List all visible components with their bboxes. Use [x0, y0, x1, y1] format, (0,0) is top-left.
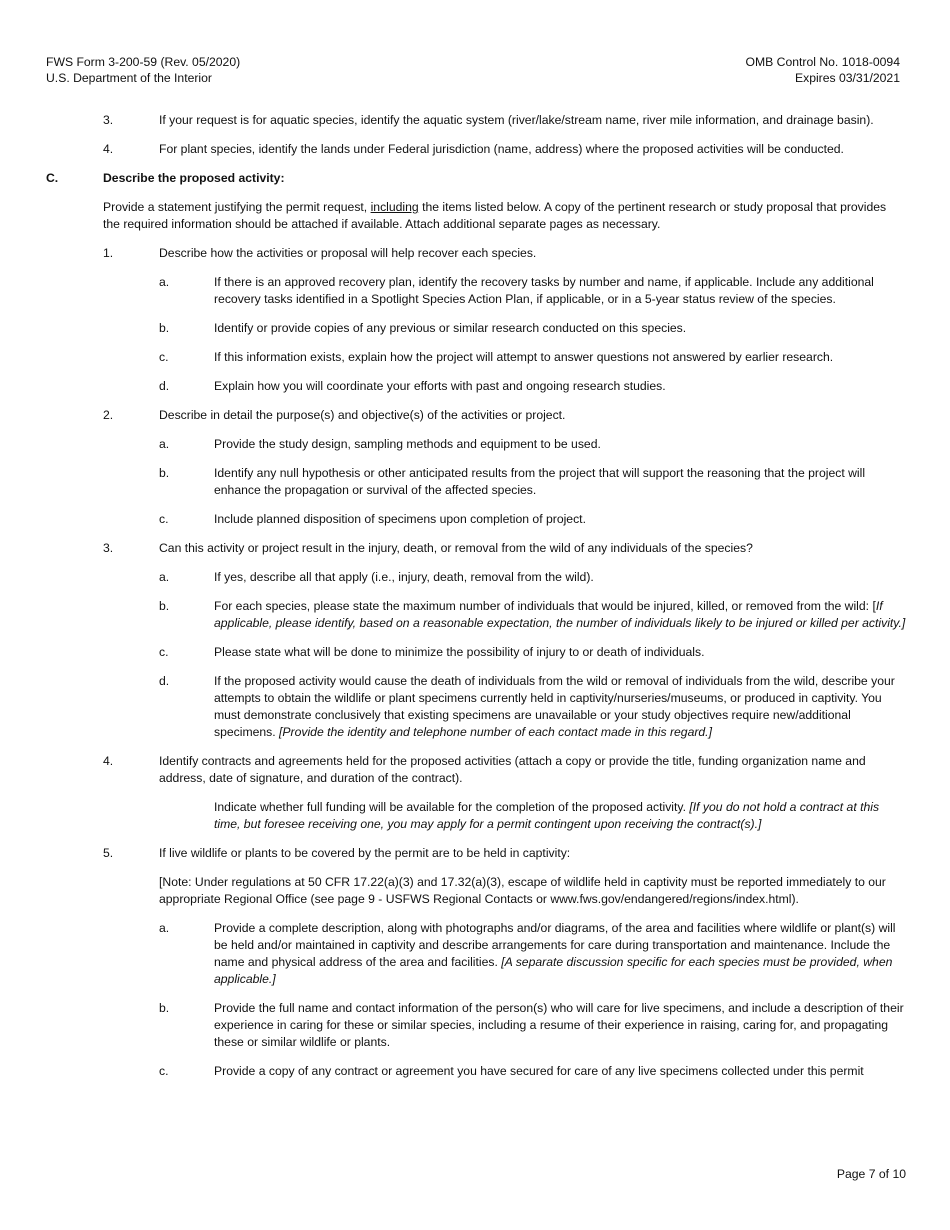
item-5: 5. If live wildlife or plants to be covered by the permit are to be held in captivity:	[103, 846, 571, 860]
list-item: 4. For plant species, identify the lands under Federal jurisdiction (name, address) where the proposed activities will be conducted.	[103, 142, 844, 156]
form-id: FWS Form 3-200-59 (Rev. 05/2020)	[46, 55, 241, 69]
form-body	[46, 112, 906, 1092]
item-1: 1. Describe how the activities or proposal will help recover each species.	[103, 246, 537, 260]
item-3: 3. Can this activity or project result in the injury, death, or removal from the wild of any individuals of the species?	[103, 541, 753, 555]
item-1a: a. If there is an approved recovery plan, identify the recovery tasks by number and name, if applicable. Include any additional recovery tasks identified in a Spotlight Species Action Plan, if applicable, or in a 5-year status review of the species.	[159, 275, 874, 306]
section-c-heading: C. Describe the proposed activity:	[46, 171, 285, 185]
header-right	[746, 54, 900, 86]
item-2a: a. Provide the study design, sampling methods and equipment to be used.	[159, 437, 601, 451]
item-5a: a. Provide a complete description, along with photographs and/or diagrams, of the area and facilities where wildlife or plant(s) will be held and/or maintained in captivity and describe arrangements for care during transportation and maintenance. Include the name and physical address of the area and facilities. [A separate discussion specific for each species must be provided, when applicable.]	[159, 921, 896, 986]
item-5b: b. Provide the full name and contact information of the person(s) who will care for live specimens, and include a description of their experience in caring for these or similar species, including a resume of their experience in raising, caring for, and propagating these or similar wildlife or plants.	[159, 1001, 904, 1049]
item-1d: d. Explain how you will coordinate your efforts with past and ongoing research studies.	[159, 379, 666, 393]
omb-control: OMB Control No. 1018-0094	[745, 55, 900, 69]
item-3a: a. If yes, describe all that apply (i.e., injury, death, removal from the wild).	[159, 570, 594, 584]
page-number: Page 7 of 10	[836, 1167, 906, 1181]
item-2b: b. Identify any null hypothesis or other anticipated results from the project that will support the reasoning that the project will enhance the propagation or survival of the affected species.	[159, 466, 866, 497]
section-c-intro: Provide a statement justifying the permit request, including the items listed below. A copy of the pertinent research or study proposal that provides the required information should be attached if available. Attach additional separate pages as necessary.	[103, 200, 887, 231]
expiration: Expires 03/31/2021	[794, 71, 900, 85]
item-3c: c. Please state what will be done to minimize the possibility of injury to or death of individuals.	[159, 645, 705, 659]
item-2c: c. Include planned disposition of specimens upon completion of project.	[159, 512, 586, 526]
item-4-note: Indicate whether full funding will be available for the completion of the proposed activity. [If you do not hold a contract at this time, but foresee receiving one, you may apply for a permit contingent upon receiving the contract(s).]	[214, 800, 880, 831]
item-5c: c. Provide a copy of any contract or agreement you have secured for care of any live specimens collected under this permit	[159, 1064, 864, 1078]
item-1b: b. Identify or provide copies of any previous or similar research conducted on this species.	[159, 321, 687, 335]
header-left	[46, 54, 240, 86]
item-1c: c. If this information exists, explain how the project will attempt to answer questions not answered by earlier research.	[159, 350, 834, 364]
item-3d: d. If the proposed activity would cause the death of individuals from the wild or removal of individuals from the wild, describe your attempts to obtain the wildlife or plant specimens currently held in captivity/nurseries/museums, or produced in captivity. You must demonstrate conclusively that existing specimens are unavailable or your study objectives require new/additional specimens. [Provide the identity and telephone number of each contact made in this regard.]	[159, 674, 895, 739]
list-item: 3. If your request is for aquatic species, identify the aquatic system (river/lake/stream name, river mile information, and drainage basin).	[103, 113, 874, 127]
department: U.S. Department of the Interior	[46, 71, 212, 85]
item-2: 2. Describe in detail the purpose(s) and objective(s) of the activities or project.	[103, 408, 566, 422]
item-5-note: [Note: Under regulations at 50 CFR 17.22(a)(3) and 17.32(a)(3), escape of wildlife held in captivity must be reported immediately to our appropriate Regional Office (see page 9 - USFWS Regional Contacts or www.fws.gov/endangered/regions/index.html).	[159, 875, 886, 906]
item-3b: b. For each species, please state the maximum number of individuals that would be injured, killed, or removed from the wild: [If applicable, please identify, based on a reasonable expectation, the number of individuals likely to be injured or killed per activity.]	[159, 599, 906, 630]
item-4: 4. Identify contracts and agreements held for the proposed activities (attach a copy or provide the title, funding organization name and address, date of signature, and duration of the contract).	[103, 754, 866, 785]
